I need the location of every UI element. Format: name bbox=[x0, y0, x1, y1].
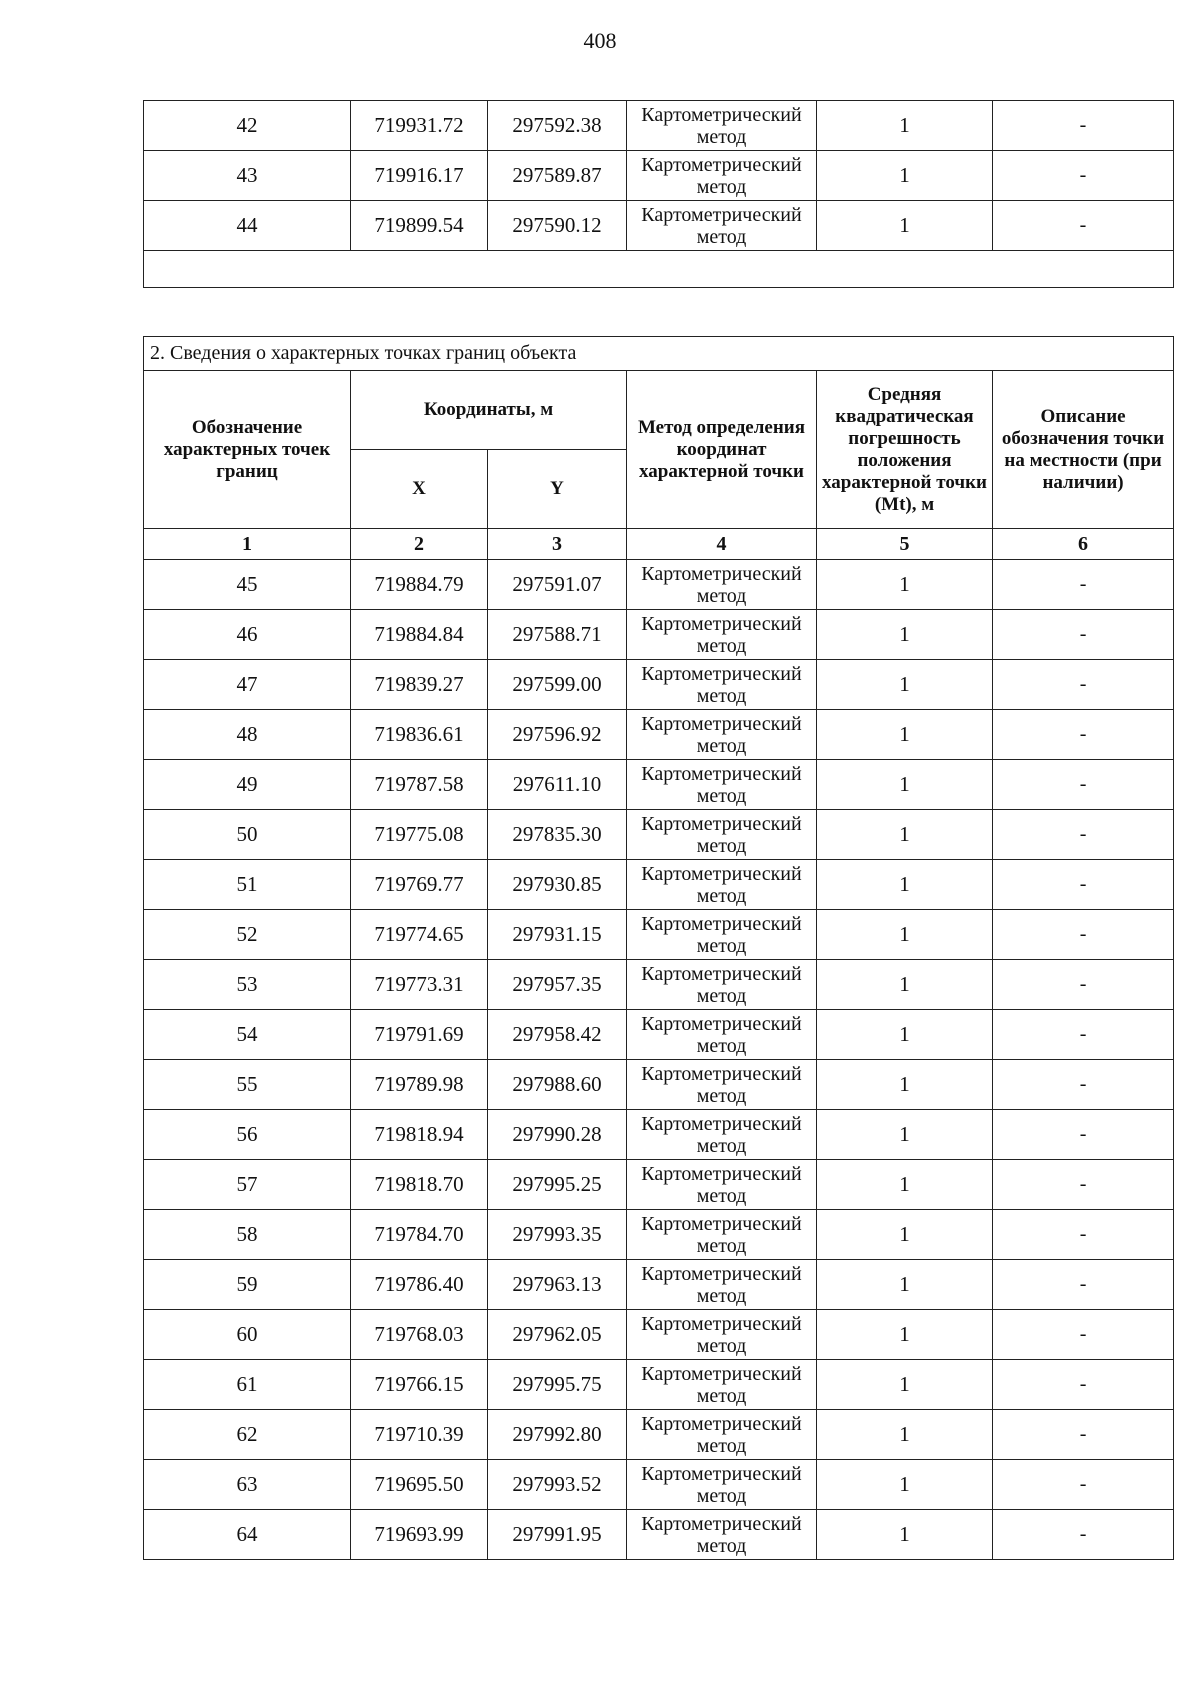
point-number-cell: 48 bbox=[144, 710, 351, 760]
empty-cell bbox=[144, 251, 1174, 288]
table-row bbox=[144, 1060, 1174, 1110]
method-line2: метод bbox=[696, 1134, 747, 1157]
method-line2: метод bbox=[696, 734, 747, 757]
y-coordinate-cell: 297993.35 bbox=[488, 1210, 627, 1260]
point-number-cell: 43 bbox=[144, 151, 351, 201]
method-cell bbox=[627, 560, 817, 610]
x-coordinate-cell: 719818.94 bbox=[351, 1110, 488, 1160]
point-number-cell: 61 bbox=[144, 1360, 351, 1410]
point-number-cell: 60 bbox=[144, 1310, 351, 1360]
method-line1: Картометрический bbox=[641, 962, 802, 985]
description-cell: - bbox=[993, 560, 1174, 610]
y-coordinate-cell: 297599.00 bbox=[488, 660, 627, 710]
point-number-cell: 51 bbox=[144, 860, 351, 910]
x-coordinate-cell: 719789.98 bbox=[351, 1060, 488, 1110]
y-coordinate-cell: 297591.07 bbox=[488, 560, 627, 610]
x-coordinate-cell: 719791.69 bbox=[351, 1010, 488, 1060]
header-y: Y bbox=[488, 450, 627, 529]
method-cell bbox=[627, 660, 817, 710]
point-number-cell: 64 bbox=[144, 1510, 351, 1560]
mean-error-cell: 1 bbox=[817, 1310, 993, 1360]
mean-error-cell: 1 bbox=[817, 1410, 993, 1460]
x-coordinate-cell: 719774.65 bbox=[351, 910, 488, 960]
description-cell: - bbox=[993, 860, 1174, 910]
table-row bbox=[144, 1510, 1174, 1560]
y-coordinate-cell: 297988.60 bbox=[488, 1060, 627, 1110]
method-line1: Картометрический bbox=[641, 1412, 802, 1435]
method-cell bbox=[627, 1410, 817, 1460]
method-cell bbox=[627, 910, 817, 960]
page-number: 408 bbox=[583, 28, 617, 53]
description-cell: - bbox=[993, 1460, 1174, 1510]
method-line2: метод bbox=[696, 125, 747, 148]
y-coordinate-cell: 297596.92 bbox=[488, 710, 627, 760]
point-number-cell: 55 bbox=[144, 1060, 351, 1110]
table-row bbox=[144, 810, 1174, 860]
y-coordinate-cell: 297611.10 bbox=[488, 760, 627, 810]
header-x: X bbox=[351, 450, 488, 529]
method-line1: Картометрический bbox=[641, 712, 802, 735]
point-number-cell: 47 bbox=[144, 660, 351, 710]
table-row bbox=[144, 560, 1174, 610]
method-line1: Картометрический bbox=[641, 153, 802, 176]
description-cell: - bbox=[993, 101, 1174, 151]
mean-error-cell: 1 bbox=[817, 960, 993, 1010]
mean-error-cell: 1 bbox=[817, 1510, 993, 1560]
method-cell bbox=[627, 1460, 817, 1510]
y-coordinate-cell: 297990.28 bbox=[488, 1110, 627, 1160]
table-row bbox=[144, 1310, 1174, 1360]
point-number-cell: 62 bbox=[144, 1410, 351, 1460]
method-line1: Картометрический bbox=[641, 1462, 802, 1485]
table-row bbox=[144, 610, 1174, 660]
y-coordinate-cell: 297991.95 bbox=[488, 1510, 627, 1560]
mean-error-cell: 1 bbox=[817, 1160, 993, 1210]
method-line1: Картометрический bbox=[641, 1062, 802, 1085]
method-line1: Картометрический bbox=[641, 612, 802, 635]
boundary-points-body bbox=[144, 560, 1174, 1560]
method-line2: метод bbox=[696, 175, 747, 198]
description-cell: - bbox=[993, 1360, 1174, 1410]
column-number: 1 bbox=[144, 529, 351, 560]
description-cell: - bbox=[993, 201, 1174, 251]
method-cell bbox=[627, 1360, 817, 1410]
point-number-cell: 56 bbox=[144, 1110, 351, 1160]
point-number-cell: 45 bbox=[144, 560, 351, 610]
method-line1: Картометрический bbox=[641, 812, 802, 835]
description-cell: - bbox=[993, 1160, 1174, 1210]
method-cell bbox=[627, 1010, 817, 1060]
x-coordinate-cell: 719787.58 bbox=[351, 760, 488, 810]
y-coordinate-cell: 297995.25 bbox=[488, 1160, 627, 1210]
header-designation: Обозначение характерных точек границ bbox=[144, 371, 351, 529]
table-row bbox=[144, 660, 1174, 710]
table-row bbox=[144, 910, 1174, 960]
column-number: 3 bbox=[488, 529, 627, 560]
method-line2: метод bbox=[696, 1234, 747, 1257]
header-description: Описание обозначения точки на местности (при наличии) bbox=[993, 371, 1174, 529]
table-row bbox=[144, 151, 1174, 201]
method-line2: метод bbox=[696, 1184, 747, 1207]
method-line1: Картометрический bbox=[641, 1212, 802, 1235]
y-coordinate-cell: 297592.38 bbox=[488, 101, 627, 151]
point-number-cell: 50 bbox=[144, 810, 351, 860]
table-row bbox=[144, 101, 1174, 151]
method-line1: Картометрический bbox=[641, 1512, 802, 1535]
x-coordinate-cell: 719769.77 bbox=[351, 860, 488, 910]
method-line1: Картометрический bbox=[641, 103, 802, 126]
mean-error-cell: 1 bbox=[817, 560, 993, 610]
table-row bbox=[144, 1460, 1174, 1510]
mean-error-cell: 1 bbox=[817, 710, 993, 760]
header-error: Средняя квадратическая погрешность положения характерной точки (Mt), м bbox=[817, 371, 993, 529]
table-row bbox=[144, 201, 1174, 251]
x-coordinate-cell: 719768.03 bbox=[351, 1310, 488, 1360]
y-coordinate-cell: 297993.52 bbox=[488, 1460, 627, 1510]
method-line2: метод bbox=[696, 1484, 747, 1507]
mean-error-cell: 1 bbox=[817, 1260, 993, 1310]
y-coordinate-cell: 297962.05 bbox=[488, 1310, 627, 1360]
method-line2: метод bbox=[696, 884, 747, 907]
mean-error-cell: 1 bbox=[817, 760, 993, 810]
section-title: 2. Сведения о характерных точках границ объекта bbox=[144, 337, 1174, 371]
column-number: 5 bbox=[817, 529, 993, 560]
point-number-cell: 46 bbox=[144, 610, 351, 660]
method-cell bbox=[627, 710, 817, 760]
mean-error-cell: 1 bbox=[817, 1110, 993, 1160]
point-number-cell: 53 bbox=[144, 960, 351, 1010]
method-line2: метод bbox=[696, 784, 747, 807]
method-line2: метод bbox=[696, 584, 747, 607]
method-line2: метод bbox=[696, 1034, 747, 1057]
method-cell bbox=[627, 760, 817, 810]
x-coordinate-cell: 719784.70 bbox=[351, 1210, 488, 1260]
empty-row bbox=[144, 251, 1174, 288]
description-cell: - bbox=[993, 610, 1174, 660]
mean-error-cell: 1 bbox=[817, 1010, 993, 1060]
method-cell bbox=[627, 810, 817, 860]
column-number: 4 bbox=[627, 529, 817, 560]
table-row bbox=[144, 1410, 1174, 1460]
table-row bbox=[144, 860, 1174, 910]
point-number-cell: 49 bbox=[144, 760, 351, 810]
x-coordinate-cell: 719695.50 bbox=[351, 1460, 488, 1510]
description-cell: - bbox=[993, 810, 1174, 860]
point-number-cell: 44 bbox=[144, 201, 351, 251]
boundary-points-table bbox=[143, 336, 1174, 1560]
method-line2: метод bbox=[696, 984, 747, 1007]
x-coordinate-cell: 719818.70 bbox=[351, 1160, 488, 1210]
description-cell: - bbox=[993, 910, 1174, 960]
point-number-cell: 63 bbox=[144, 1460, 351, 1510]
method-line1: Картометрический bbox=[641, 662, 802, 685]
point-number-cell: 57 bbox=[144, 1160, 351, 1210]
description-cell: - bbox=[993, 1060, 1174, 1110]
method-line1: Картометрический bbox=[641, 562, 802, 585]
y-coordinate-cell: 297995.75 bbox=[488, 1360, 627, 1410]
point-number-cell: 52 bbox=[144, 910, 351, 960]
method-cell bbox=[627, 860, 817, 910]
y-coordinate-cell: 297931.15 bbox=[488, 910, 627, 960]
mean-error-cell: 1 bbox=[817, 1060, 993, 1110]
y-coordinate-cell: 297835.30 bbox=[488, 810, 627, 860]
method-line1: Картометрический bbox=[641, 1362, 802, 1385]
description-cell: - bbox=[993, 960, 1174, 1010]
method-cell bbox=[627, 201, 817, 251]
x-coordinate-cell: 719775.08 bbox=[351, 810, 488, 860]
method-cell bbox=[627, 101, 817, 151]
mean-error-cell: 1 bbox=[817, 1210, 993, 1260]
method-line2: метод bbox=[696, 1284, 747, 1307]
header-method: Метод определения координат характерной точки bbox=[627, 371, 817, 529]
y-coordinate-cell: 297588.71 bbox=[488, 610, 627, 660]
method-line1: Картометрический bbox=[641, 1112, 802, 1135]
column-number: 2 bbox=[351, 529, 488, 560]
point-number-cell: 59 bbox=[144, 1260, 351, 1310]
mean-error-cell: 1 bbox=[817, 660, 993, 710]
point-number-cell: 42 bbox=[144, 101, 351, 151]
method-line2: метод bbox=[696, 634, 747, 657]
table-row bbox=[144, 1110, 1174, 1160]
method-line1: Картометрический bbox=[641, 1312, 802, 1335]
x-coordinate-cell: 719931.72 bbox=[351, 101, 488, 151]
header-coordinates: Координаты, м bbox=[351, 371, 627, 450]
mean-error-cell: 1 bbox=[817, 860, 993, 910]
method-cell bbox=[627, 1210, 817, 1260]
description-cell: - bbox=[993, 1410, 1174, 1460]
method-line2: метод bbox=[696, 934, 747, 957]
method-line2: метод bbox=[696, 1084, 747, 1107]
x-coordinate-cell: 719899.54 bbox=[351, 201, 488, 251]
method-line1: Картометрический bbox=[641, 1162, 802, 1185]
column-number: 6 bbox=[993, 529, 1174, 560]
x-coordinate-cell: 719786.40 bbox=[351, 1260, 488, 1310]
method-line2: метод bbox=[696, 1534, 747, 1557]
table-row bbox=[144, 1360, 1174, 1410]
continued-points-table bbox=[143, 100, 1174, 288]
method-line1: Картометрический bbox=[641, 1012, 802, 1035]
y-coordinate-cell: 297963.13 bbox=[488, 1260, 627, 1310]
method-line2: метод bbox=[696, 1434, 747, 1457]
method-line1: Картометрический bbox=[641, 912, 802, 935]
mean-error-cell: 1 bbox=[817, 910, 993, 960]
description-cell: - bbox=[993, 760, 1174, 810]
x-coordinate-cell: 719884.79 bbox=[351, 560, 488, 610]
x-coordinate-cell: 719693.99 bbox=[351, 1510, 488, 1560]
point-number-cell: 54 bbox=[144, 1010, 351, 1060]
method-cell bbox=[627, 1310, 817, 1360]
method-cell bbox=[627, 610, 817, 660]
mean-error-cell: 1 bbox=[817, 610, 993, 660]
point-number-cell: 58 bbox=[144, 1210, 351, 1260]
description-cell: - bbox=[993, 1260, 1174, 1310]
method-cell bbox=[627, 960, 817, 1010]
description-cell: - bbox=[993, 1210, 1174, 1260]
method-cell bbox=[627, 1160, 817, 1210]
y-coordinate-cell: 297958.42 bbox=[488, 1010, 627, 1060]
continued-points-body bbox=[144, 101, 1174, 288]
method-line2: метод bbox=[696, 1384, 747, 1407]
x-coordinate-cell: 719839.27 bbox=[351, 660, 488, 710]
x-coordinate-cell: 719836.61 bbox=[351, 710, 488, 760]
table-row bbox=[144, 1210, 1174, 1260]
description-cell: - bbox=[993, 1110, 1174, 1160]
method-line2: метод bbox=[696, 225, 747, 248]
x-coordinate-cell: 719710.39 bbox=[351, 1410, 488, 1460]
mean-error-cell: 1 bbox=[817, 810, 993, 860]
table-row bbox=[144, 1260, 1174, 1310]
method-cell bbox=[627, 1510, 817, 1560]
table-row bbox=[144, 960, 1174, 1010]
table-row bbox=[144, 710, 1174, 760]
mean-error-cell: 1 bbox=[817, 101, 993, 151]
method-line2: метод bbox=[696, 834, 747, 857]
method-line2: метод bbox=[696, 1334, 747, 1357]
method-line2: метод bbox=[696, 684, 747, 707]
description-cell: - bbox=[993, 1510, 1174, 1560]
y-coordinate-cell: 297930.85 bbox=[488, 860, 627, 910]
description-cell: - bbox=[993, 1310, 1174, 1360]
x-coordinate-cell: 719773.31 bbox=[351, 960, 488, 1010]
x-coordinate-cell: 719884.84 bbox=[351, 610, 488, 660]
method-cell bbox=[627, 151, 817, 201]
description-cell: - bbox=[993, 710, 1174, 760]
mean-error-cell: 1 bbox=[817, 151, 993, 201]
mean-error-cell: 1 bbox=[817, 1460, 993, 1510]
method-line1: Картометрический bbox=[641, 1262, 802, 1285]
method-cell bbox=[627, 1060, 817, 1110]
method-line1: Картометрический bbox=[641, 862, 802, 885]
table-row bbox=[144, 1010, 1174, 1060]
x-coordinate-cell: 719766.15 bbox=[351, 1360, 488, 1410]
y-coordinate-cell: 297590.12 bbox=[488, 201, 627, 251]
description-cell: - bbox=[993, 1010, 1174, 1060]
method-cell bbox=[627, 1260, 817, 1310]
description-cell: - bbox=[993, 151, 1174, 201]
x-coordinate-cell: 719916.17 bbox=[351, 151, 488, 201]
method-line1: Картометрический bbox=[641, 762, 802, 785]
method-cell bbox=[627, 1110, 817, 1160]
description-cell: - bbox=[993, 660, 1174, 710]
y-coordinate-cell: 297992.80 bbox=[488, 1410, 627, 1460]
y-coordinate-cell: 297957.35 bbox=[488, 960, 627, 1010]
table-row bbox=[144, 760, 1174, 810]
mean-error-cell: 1 bbox=[817, 201, 993, 251]
y-coordinate-cell: 297589.87 bbox=[488, 151, 627, 201]
mean-error-cell: 1 bbox=[817, 1360, 993, 1410]
table-row bbox=[144, 1160, 1174, 1210]
method-line1: Картометрический bbox=[641, 203, 802, 226]
